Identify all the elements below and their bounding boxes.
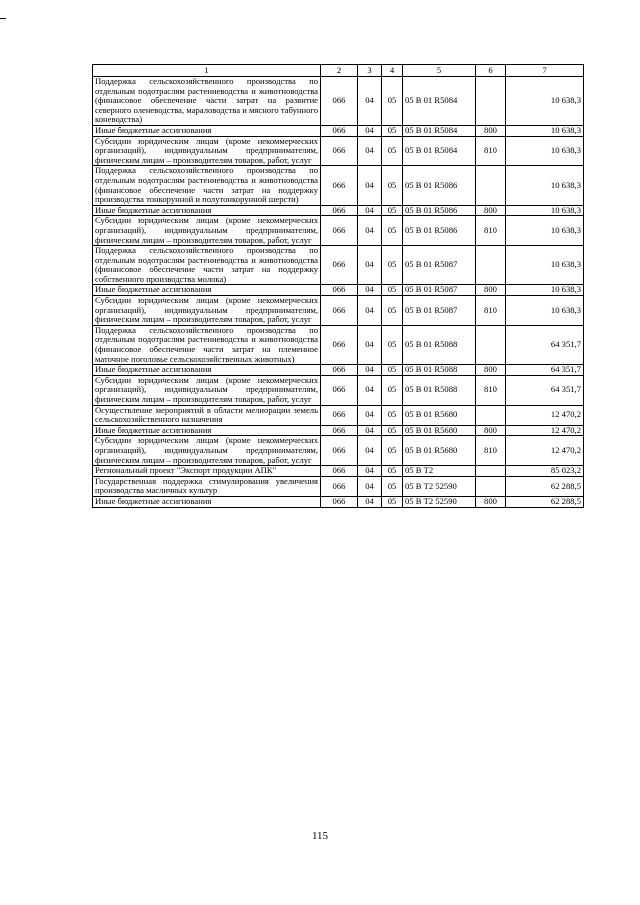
- table-row: [93, 425, 584, 436]
- row-expense-type: 800: [476, 205, 506, 216]
- row-grbs: 066: [321, 296, 358, 326]
- row-name: Иные бюджетные ассигнования: [93, 425, 321, 436]
- row-expense-type: 800: [476, 285, 506, 296]
- row-grbs: 066: [321, 136, 358, 166]
- row-subsection: 05: [382, 436, 403, 466]
- row-subsection: 05: [382, 77, 403, 126]
- row-subsection: 05: [382, 405, 403, 425]
- row-amount: 10 638,3: [506, 205, 584, 216]
- row-section: 04: [358, 365, 382, 376]
- table-row: [93, 466, 584, 477]
- row-name: Осуществление мероприятий в области мелиорации земель сельскохозяйственного назначения: [93, 405, 321, 425]
- row-section: 04: [358, 166, 382, 205]
- row-name: Иные бюджетные ассигнования: [93, 365, 321, 376]
- row-expense-type: 810: [476, 216, 506, 246]
- header-col-3: 3: [358, 65, 382, 77]
- row-expense-type: 800: [476, 425, 506, 436]
- row-expense-type: 810: [476, 436, 506, 466]
- row-subsection: 05: [382, 466, 403, 477]
- table-row: [93, 216, 584, 246]
- row-target-code: 05 В 01 R5086: [403, 166, 476, 205]
- row-name: Субсидии юридическим лицам (кроме некоммерческих организаций), индивидуальным предпринимателям, физическим лицам – производителям товаров, работ, услуг: [93, 296, 321, 326]
- row-target-code: 05 В 01 R5084: [403, 125, 476, 136]
- table-header: [93, 65, 584, 77]
- row-target-code: 05 В 01 R5088: [403, 325, 476, 364]
- row-grbs: 066: [321, 425, 358, 436]
- row-name: Поддержка сельскохозяйственного производства по отдельным подотраслям растениеводства и животноводства (финансовое обеспечение части затрат на поддержку собственного производства молока): [93, 246, 321, 285]
- table-row: [93, 436, 584, 466]
- row-section: 04: [358, 375, 382, 405]
- row-amount: 62 288,5: [506, 496, 584, 507]
- header-col-7: 7: [506, 65, 584, 77]
- row-expense-type: [476, 476, 506, 496]
- row-amount: 10 638,3: [506, 77, 584, 126]
- row-amount: 64 351,7: [506, 365, 584, 376]
- row-target-code: 05 В 01 R5087: [403, 296, 476, 326]
- row-target-code: 05 В Т2 52590: [403, 496, 476, 507]
- row-amount: 85 023,2: [506, 466, 584, 477]
- table-row: [93, 136, 584, 166]
- row-subsection: 05: [382, 365, 403, 376]
- row-target-code: 05 В 01 R5087: [403, 285, 476, 296]
- row-target-code: 05 В 01 R5088: [403, 375, 476, 405]
- row-section: 04: [358, 405, 382, 425]
- row-grbs: 066: [321, 365, 358, 376]
- row-expense-type: 810: [476, 296, 506, 326]
- row-grbs: 066: [321, 476, 358, 496]
- table-row: [93, 296, 584, 326]
- row-subsection: 05: [382, 285, 403, 296]
- row-section: 04: [358, 205, 382, 216]
- row-target-code: 05 В 01 R5680: [403, 405, 476, 425]
- row-grbs: 066: [321, 405, 358, 425]
- row-section: 04: [358, 246, 382, 285]
- row-grbs: 066: [321, 496, 358, 507]
- row-name: Иные бюджетные ассигнования: [93, 125, 321, 136]
- row-target-code: 05 В 01 R5084: [403, 77, 476, 126]
- row-name: Государственная поддержка стимулирования увеличения производства масличных культур: [93, 476, 321, 496]
- row-grbs: 066: [321, 285, 358, 296]
- row-name: Иные бюджетные ассигнования: [93, 285, 321, 296]
- row-grbs: 066: [321, 166, 358, 205]
- row-amount: 62 288,5: [506, 476, 584, 496]
- table-row: [93, 125, 584, 136]
- row-section: 04: [358, 466, 382, 477]
- table-row: [93, 285, 584, 296]
- header-row: [93, 65, 584, 77]
- row-grbs: 066: [321, 436, 358, 466]
- row-grbs: 066: [321, 325, 358, 364]
- row-subsection: 05: [382, 476, 403, 496]
- row-section: 04: [358, 296, 382, 326]
- header-col-5: 5: [403, 65, 476, 77]
- row-subsection: 05: [382, 496, 403, 507]
- row-expense-type: 810: [476, 136, 506, 166]
- row-name: Иные бюджетные ассигнования: [93, 205, 321, 216]
- table-row: [93, 405, 584, 425]
- row-target-code: 05 В 01 R5680: [403, 436, 476, 466]
- row-section: 04: [358, 285, 382, 296]
- table-row: [93, 77, 584, 126]
- row-name: Региональный проект "Экспорт продукции АПК": [93, 466, 321, 477]
- row-target-code: 05 В Т2: [403, 466, 476, 477]
- row-expense-type: 810: [476, 375, 506, 405]
- page-number: 115: [311, 830, 329, 842]
- header-col-4: 4: [382, 65, 403, 77]
- row-name: Поддержка сельскохозяйственного производства по отдельным подотраслям растениеводства и животноводства (финансовое обеспечение части затрат на поддержку производства тонкорунной и полутонкорунной шерсти): [93, 166, 321, 205]
- table-row: [93, 325, 584, 364]
- row-subsection: 05: [382, 425, 403, 436]
- row-expense-type: [476, 405, 506, 425]
- row-name: Иные бюджетные ассигнования: [93, 496, 321, 507]
- row-grbs: 066: [321, 205, 358, 216]
- row-name: Субсидии юридическим лицам (кроме некоммерческих организаций), индивидуальным предпринимателям, физическим лицам – производителям товаров, работ, услуг: [93, 216, 321, 246]
- row-subsection: 05: [382, 216, 403, 246]
- row-subsection: 05: [382, 325, 403, 364]
- row-subsection: 05: [382, 136, 403, 166]
- row-section: 04: [358, 125, 382, 136]
- table-body: [93, 77, 584, 508]
- row-section: 04: [358, 436, 382, 466]
- row-name: Субсидии юридическим лицам (кроме некоммерческих организаций), индивидуальным предпринимателям, физическим лицам – производителям товаров, работ, услуг: [93, 375, 321, 405]
- table-row: [93, 205, 584, 216]
- row-name: Поддержка сельскохозяйственного производства по отдельным подотраслям растениеводства и животноводства (финансовое обеспечение части затрат на развитие северного оленеводства, мараловодства и мясного табунного коневодства): [93, 77, 321, 126]
- header-col-6: 6: [476, 65, 506, 77]
- row-amount: 64 351,7: [506, 375, 584, 405]
- row-subsection: 05: [382, 375, 403, 405]
- row-target-code: 05 В 01 R5088: [403, 365, 476, 376]
- row-expense-type: 800: [476, 496, 506, 507]
- row-amount: 10 638,3: [506, 125, 584, 136]
- row-subsection: 05: [382, 125, 403, 136]
- table-row: [93, 496, 584, 507]
- row-expense-type: 800: [476, 365, 506, 376]
- row-amount: 10 638,3: [506, 246, 584, 285]
- row-amount: 64 351,7: [506, 325, 584, 364]
- row-target-code: 05 В 01 R5680: [403, 425, 476, 436]
- row-target-code: 05 В 01 R5084: [403, 136, 476, 166]
- table-row: [93, 365, 584, 376]
- row-expense-type: [476, 77, 506, 126]
- budget-table: [92, 64, 584, 508]
- table-row: [93, 375, 584, 405]
- row-target-code: 05 В 01 R5086: [403, 205, 476, 216]
- row-subsection: 05: [382, 205, 403, 216]
- row-expense-type: 800: [476, 125, 506, 136]
- row-name: Поддержка сельскохозяйственного производства по отдельным подотраслям растениеводства и животноводства (финансовое обеспечение части затрат на племенное маточное поголовье сельскохозяйственных животных): [93, 325, 321, 364]
- header-col-2: 2: [321, 65, 358, 77]
- row-grbs: 066: [321, 125, 358, 136]
- row-subsection: 05: [382, 166, 403, 205]
- row-expense-type: [476, 246, 506, 285]
- row-section: 04: [358, 77, 382, 126]
- row-section: 04: [358, 476, 382, 496]
- row-name: Субсидии юридическим лицам (кроме некоммерческих организаций), индивидуальным предпринимателям, физическим лицам – производителям товаров, работ, услуг: [93, 136, 321, 166]
- row-grbs: 066: [321, 246, 358, 285]
- row-amount: 10 638,3: [506, 166, 584, 205]
- row-name: Субсидии юридическим лицам (кроме некоммерческих организаций), индивидуальным предпринимателям, физическим лицам – производителям товаров, работ, услуг: [93, 436, 321, 466]
- corner-mark: [0, 18, 6, 19]
- row-target-code: 05 В 01 R5087: [403, 246, 476, 285]
- row-expense-type: [476, 325, 506, 364]
- row-grbs: 066: [321, 216, 358, 246]
- row-subsection: 05: [382, 296, 403, 326]
- row-section: 04: [358, 425, 382, 436]
- row-grbs: 066: [321, 77, 358, 126]
- table-row: [93, 166, 584, 205]
- row-section: 04: [358, 136, 382, 166]
- header-col-1: 1: [93, 65, 321, 77]
- row-target-code: 05 В Т2 52590: [403, 476, 476, 496]
- row-amount: 12 470,2: [506, 436, 584, 466]
- row-amount: 12 470,2: [506, 425, 584, 436]
- row-section: 04: [358, 325, 382, 364]
- table-row: [93, 476, 584, 496]
- row-expense-type: [476, 466, 506, 477]
- row-amount: 10 638,3: [506, 136, 584, 166]
- row-amount: 12 470,2: [506, 405, 584, 425]
- row-subsection: 05: [382, 246, 403, 285]
- row-expense-type: [476, 166, 506, 205]
- row-amount: 10 638,3: [506, 216, 584, 246]
- row-amount: 10 638,3: [506, 285, 584, 296]
- row-grbs: 066: [321, 466, 358, 477]
- row-amount: 10 638,3: [506, 296, 584, 326]
- row-section: 04: [358, 496, 382, 507]
- row-target-code: 05 В 01 R5086: [403, 216, 476, 246]
- table-row: [93, 246, 584, 285]
- row-section: 04: [358, 216, 382, 246]
- row-grbs: 066: [321, 375, 358, 405]
